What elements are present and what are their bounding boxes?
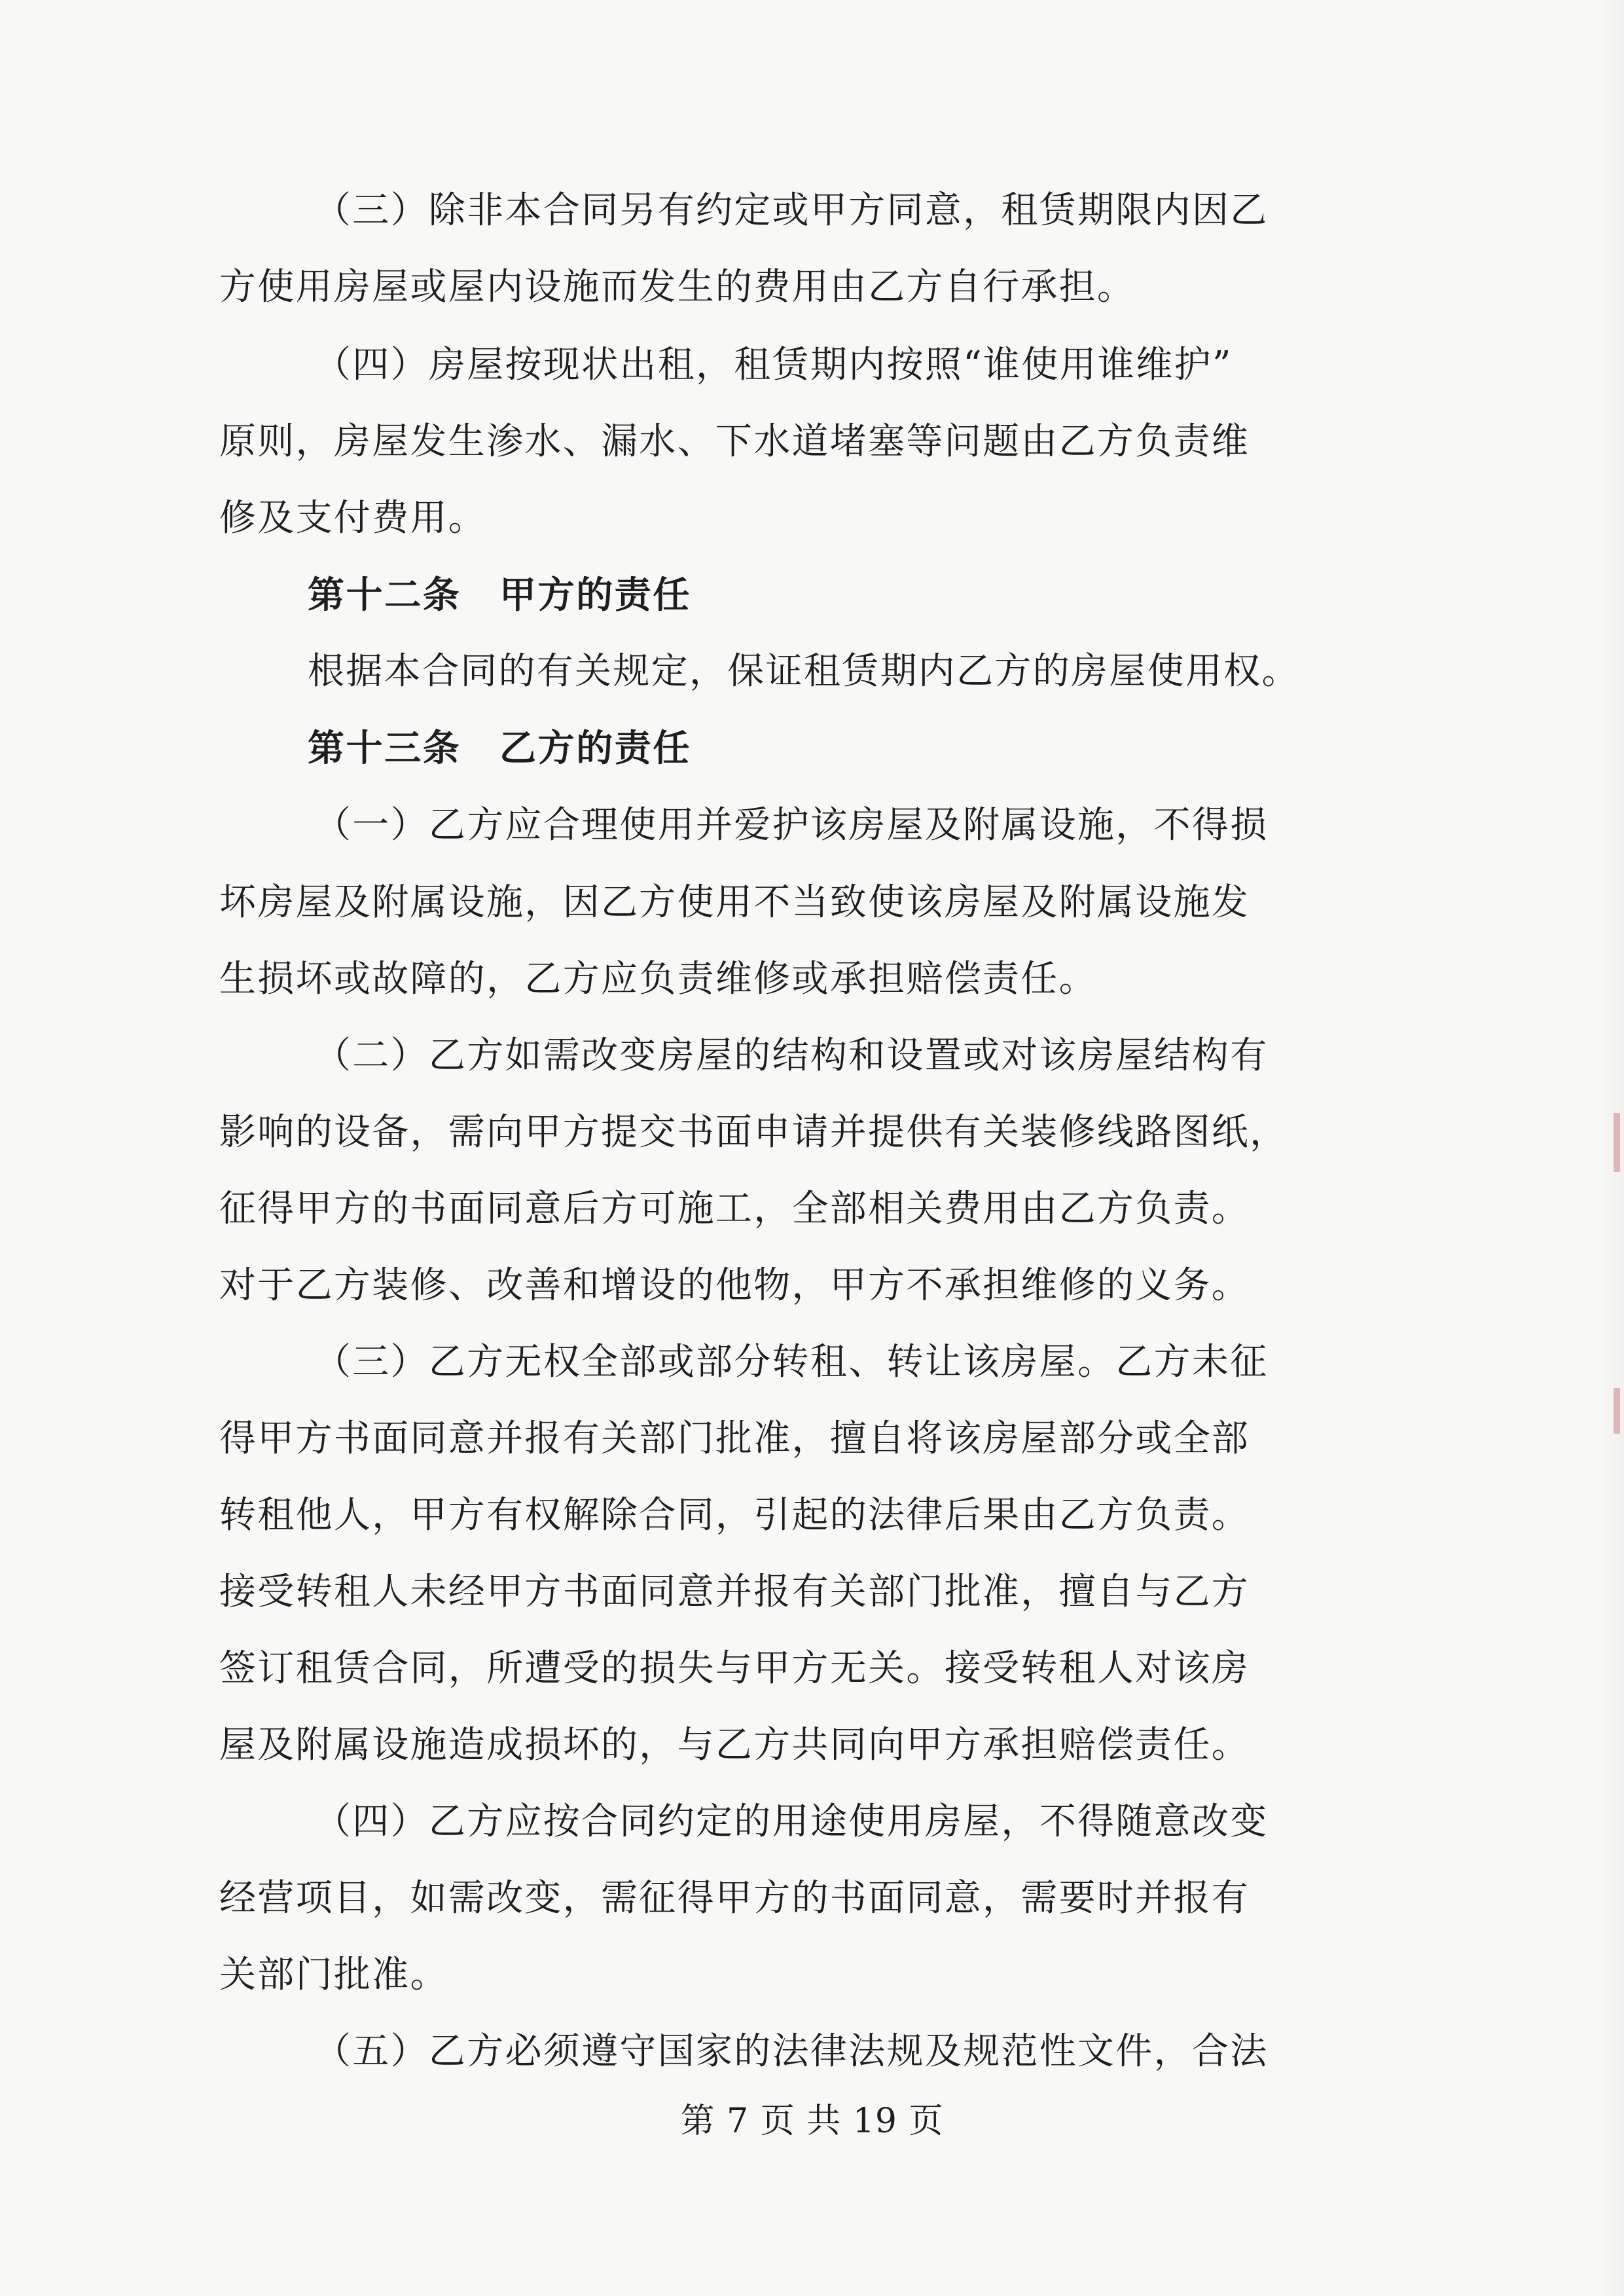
paragraph-line: （五）乙方必须遵守国家的法律法规及规范性文件，合法	[314, 2030, 1269, 2073]
paragraph-line: 修及支付费用。	[219, 497, 487, 539]
paragraph-line: （三）除非本合同另有约定或甲方同意，租赁期限内因乙	[314, 189, 1269, 232]
scan-red-mark	[1614, 1388, 1620, 1434]
paragraph-line: 签订租赁合同，所遭受的损失与甲方无关。接受转租人对该房	[219, 1647, 1250, 1690]
page-number-footer: 第 7 页 共 19 页	[680, 2102, 944, 2141]
paragraph-line: 对于乙方装修、改善和增设的他物，甲方不承担维修的义务。	[219, 1264, 1250, 1307]
scan-edge-shadow	[1598, 0, 1624, 2296]
paragraph-line: 接受转租人未经甲方书面同意并报有关部门批准，擅自与乙方	[219, 1571, 1250, 1613]
section-heading: 第十三条 乙方的责任	[308, 727, 691, 770]
paragraph-line: 方使用房屋或屋内设施而发生的费用由乙方自行承担。	[219, 266, 1136, 308]
paragraph-line: （二）乙方如需改变房屋的结构和设置或对该房屋结构有	[314, 1034, 1269, 1077]
paragraph-line: （四）乙方应按合同约定的用途使用房屋，不得随意改变	[314, 1800, 1269, 1843]
paragraph-line: 生损坏或故障的，乙方应负责维修或承担赔偿责任。	[219, 958, 1097, 1000]
paragraph-line: 根据本合同的有关规定，保证租赁期内乙方的房屋使用权。	[308, 650, 1300, 693]
paragraph-line: （一）乙方应合理使用并爱护该房屋及附属设施，不得损	[314, 804, 1269, 847]
paragraph-line: 征得甲方的书面同意后方可施工，全部相关费用由乙方负责。	[219, 1188, 1250, 1230]
paragraph-line: 坏房屋及附属设施，因乙方使用不当致使该房屋及附属设施发	[219, 881, 1250, 924]
paragraph-line: 屋及附属设施造成损坏的，与乙方共同向甲方承担赔偿责任。	[219, 1724, 1250, 1766]
paragraph-line: 经营项目，如需改变，需征得甲方的书面同意，需要时并报有	[219, 1877, 1250, 1920]
paragraph-line: 原则，房屋发生渗水、漏水、下水道堵塞等问题由乙方负责维	[219, 420, 1250, 463]
section-heading: 第十二条 甲方的责任	[308, 574, 691, 617]
paragraph-line: 影响的设备，需向甲方提交书面申请并提供有关装修线路图纸，	[219, 1111, 1288, 1154]
paragraph-line: 得甲方书面同意并报有关部门批准，擅自将该房屋部分或全部	[219, 1417, 1250, 1460]
paragraph-line: （三）乙方无权全部或部分转租、转让该房屋。乙方未征	[314, 1341, 1269, 1383]
paragraph-line: 转租他人，甲方有权解除合同，引起的法律后果由乙方负责。	[219, 1494, 1250, 1537]
paragraph-line: （四）房屋按现状出租，租赁期内按照“谁使用谁维护”	[314, 344, 1233, 386]
scan-red-mark	[1614, 1113, 1620, 1172]
paragraph-line: 关部门批准。	[219, 1954, 448, 1996]
